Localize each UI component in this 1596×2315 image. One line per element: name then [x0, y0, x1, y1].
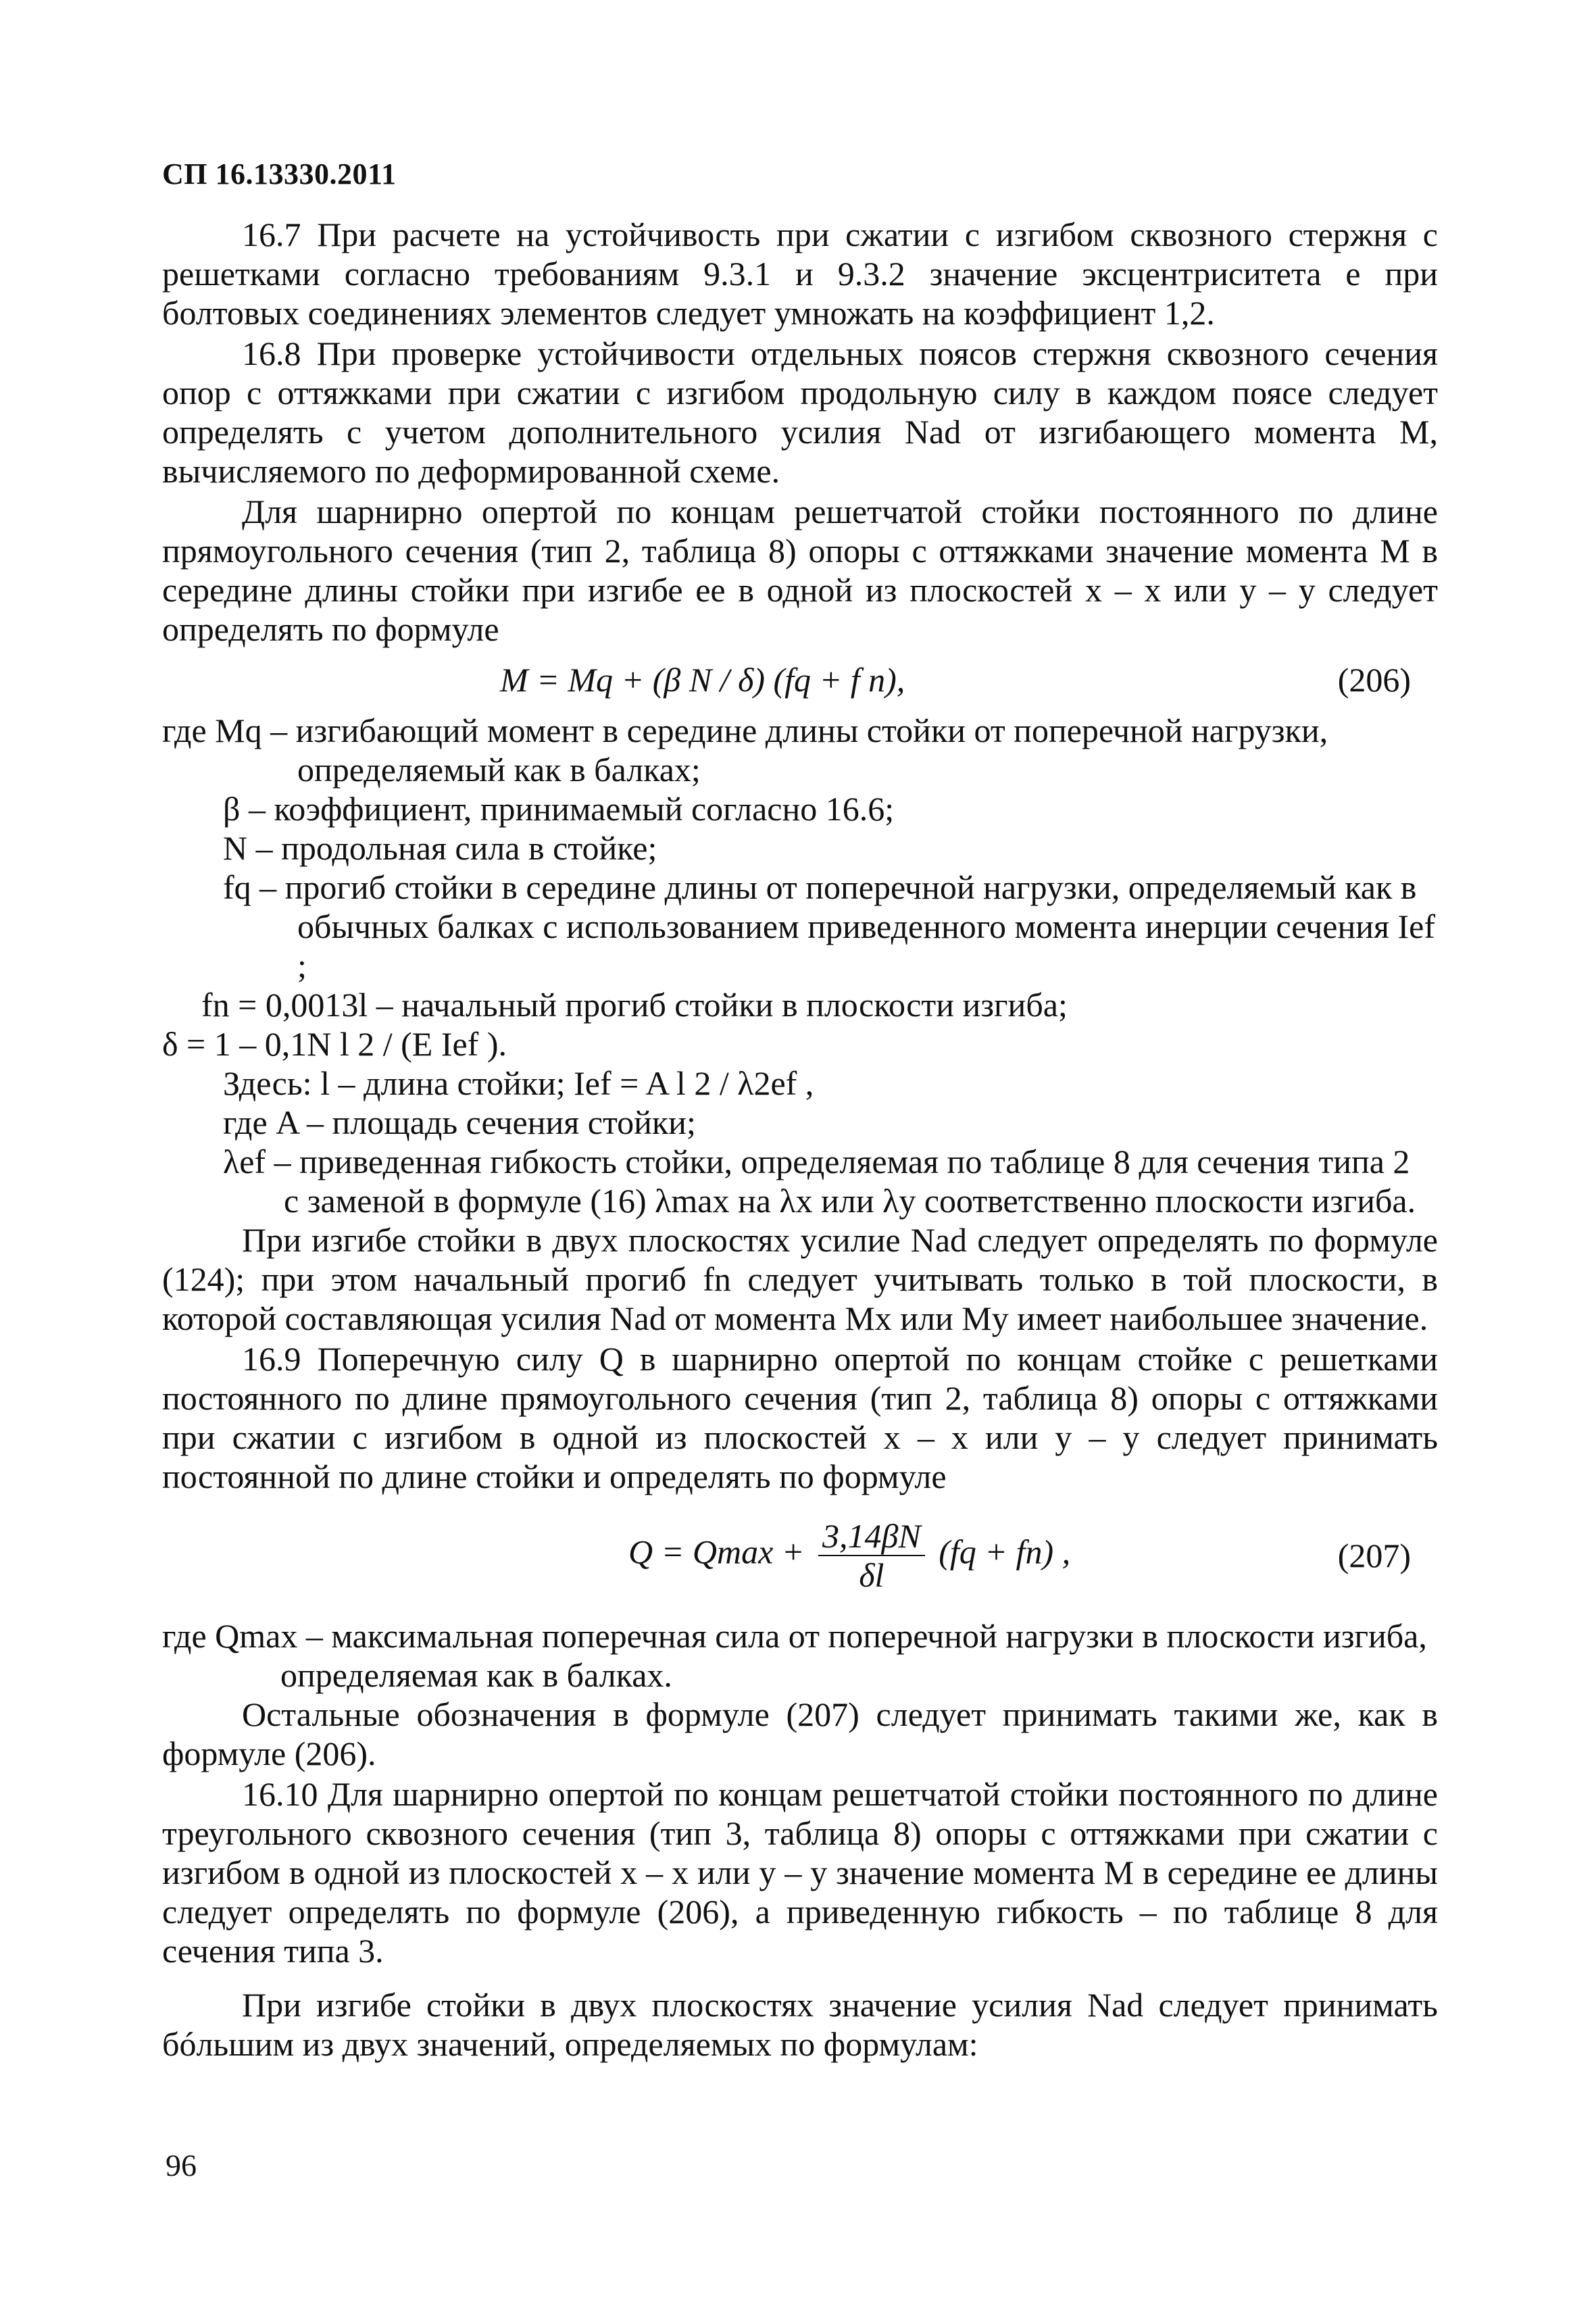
def-fn: fn = 0,0013l – начальный прогиб стойки в плоскости изгиба;: [201, 986, 1068, 1024]
def-mq-line2: определяемый как в балках;: [297, 751, 701, 789]
formula-207-denominator: δl: [859, 1556, 884, 1594]
page-number: 96: [166, 2148, 197, 2183]
formula-207-number: (207): [1337, 1537, 1411, 1574]
paragraph-hinged-column: Для шарнирно опертой по концам решетчатой стойки постоянного по длине прямоугольного сечения (тип 2, таблица 8) опоры с оттяжками значение момента M в середине длины стойки при изгибе ее в одной из плоскостей x – x или y – y следует определять по формуле: [162, 493, 1438, 648]
def-fq-line2: обычных балках с использованием приведенного момента инерции сечения Ief ;: [297, 907, 1436, 985]
def-mq-line1: где Mq – изгибающий момент в середине длины стойки от поперечной нагрузки,: [162, 712, 1328, 749]
formula-207-tail: (fq + fn) ,: [939, 1533, 1071, 1571]
def-qmax-line1: где Qmax – максимальная поперечная сила от поперечной нагрузки в плоскости изгиба,: [162, 1617, 1427, 1655]
formula-207-lhs: Q = Qmax +: [628, 1533, 805, 1571]
def-delta: δ = 1 – 0,1N l 2 / (E Ief ).: [162, 1025, 507, 1063]
formula-207-fraction: [818, 1517, 925, 1594]
def-lambda-line2: с заменой в формуле (16) λmax на λx или λy соответственно плоскости изгиба.: [284, 1182, 1416, 1220]
def-fq-line1: fq – прогиб стойки в середине длины от поперечной нагрузки, определяемый как в: [223, 868, 1417, 906]
formula-206-expression: M = Mq + (β N / δ) (fq + f n),: [500, 661, 905, 699]
def-here-length: Здесь: l – длина стойки; Ief = A l 2 / λ2ef ,: [223, 1064, 814, 1102]
def-lambda-line1: λef – приведенная гибкость стойки, определяемая по таблице 8 для сечения типа 2: [223, 1143, 1410, 1180]
def-n: N – продольная сила в стойке;: [223, 829, 657, 867]
formula-207-numerator: 3,14βN: [818, 1517, 925, 1556]
def-beta: β – коэффициент, принимаемый согласно 16.6;: [223, 790, 895, 828]
paragraph-16-8: 16.8 При проверке устойчивости отдельных поясов стержня сквозного сечения опор с оттяжками при сжатии с изгибом продольную силу в каждом поясе следует определять с учетом дополнительного усилия Nad от изгибающего момента M, вычисляемого по деформированной схеме.: [162, 334, 1438, 490]
paragraph-16-10: 16.10 Для шарнирно опертой по концам решетчатой стойки постоянного по длине треугольного сквозного сечения (тип 3, таблица 8) опоры с оттяжками при сжатии с изгибом в одной из плоскостей x – x или y – y значение момента M в середине ее длины следует определять по формуле (206), а приведенную гибкость – по таблице 8 для сечения типа 3.: [162, 1775, 1438, 1970]
formula-206: [162, 653, 1438, 707]
paragraph-16-9: 16.9 Поперечную силу Q в шарнирно опертой по концам стойке с решетками постоянного по длине прямоугольного сечения (тип 2, таблица 8) опоры с оттяжками при сжатии с изгибом в одной из плоскостей x – x или y – y следует принимать постоянной по длине стойки и определять по формуле: [162, 1340, 1438, 1495]
page-content: [162, 215, 1438, 2065]
def-where-area: где A – площадь сечения стойки;: [223, 1103, 696, 1141]
def-qmax-line2: определяемая как в балках.: [280, 1656, 672, 1694]
paragraph-two-planes-nad: При изгибе стойки в двух плоскостях значение усилия Nad следует принимать бóльшим из двух значений, определяемых по формулам:: [162, 1986, 1438, 2063]
formula-207: [162, 1508, 1438, 1603]
paragraph-16-7: 16.7 При расчете на устойчивость при сжатии с изгибом сквозного стержня с решетками согласно требованиям 9.3.1 и 9.3.2 значение эксцентриситета e при болтовых соединениях элементов следует умножать на коэффициент 1,2.: [162, 216, 1438, 332]
formula-206-number: (206): [1337, 661, 1411, 699]
paragraph-two-planes: При изгибе стойки в двух плоскостях усилие Nad следует определять по формуле (124); при этом начальный прогиб fn следует учитывать только в той плоскости, в которой составляющая усилия Nad от момента Mx или My имеет наибольшее значение.: [162, 1221, 1438, 1337]
document-code-header: СП 16.13330.2011: [162, 157, 397, 191]
paragraph-other-symbols: Остальные обозначения в формуле (207) следует принимать такими же, как в формуле (206).: [162, 1695, 1438, 1772]
formula-207-expression: [628, 1517, 1070, 1594]
